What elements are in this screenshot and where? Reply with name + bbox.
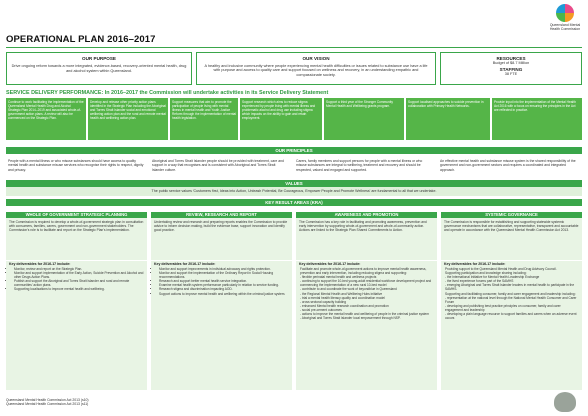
title-divider bbox=[6, 47, 582, 48]
list-item: - Aboriginal and Torres Strait Islander local empowerment through NSP. bbox=[300, 316, 401, 321]
list-item: - developing a plain language resource to support families and carers when an adverse event occurs bbox=[445, 312, 577, 321]
kra-column-title: SYSTEMIC GOVERNANCE bbox=[441, 212, 582, 218]
kra-column-awareness bbox=[296, 212, 437, 390]
service-delivery-heading: SERVICE DELIVERY PERFORMANCE: In 2016–2017 the Commission will undertake activities in its Service Delivery Statement bbox=[6, 90, 329, 96]
resources-heading: RESOURCES bbox=[496, 56, 526, 61]
deliverables-list bbox=[296, 267, 437, 320]
kra-bar: KEY RESULT AREAS (KRA) bbox=[6, 199, 582, 206]
list-item: • Research and support better mental health service integration. bbox=[159, 279, 289, 283]
queensland-crest-icon bbox=[554, 392, 576, 412]
deliverables-label: Key deliverables for 2016-17 include: bbox=[296, 260, 437, 267]
sdp-tile: Support research which aims to reduce stigma experienced by people living with mental illness and problematic alcohol and drug use including stigma which impacts on the ability to gain and retain employment. bbox=[240, 98, 322, 140]
list-item: • Monitor and support implementation of the Early Action, Suicide Prevention and Alcohol and other Drugs Action Plans. bbox=[14, 271, 144, 279]
list-item: - flexible perinatal mental health and wellness projects bbox=[300, 275, 377, 280]
kra-column-desc: The Commission is required to develop a whole-of-government strategic plan in consultation with consumers, families, carers, government and non-government stakeholders. The Commission's role is to facilitate and report on the Strategic Plan's implementation. bbox=[9, 220, 144, 233]
list-item: • Publish and support the Aboriginal and Torres Strait Islander and rural and remote communities' action plans. bbox=[14, 279, 144, 287]
sdp-tile: Provide input into the implementation of the Mental Health Act 2016 with a focus on ensuring the principles in the Act are reflected in practice. bbox=[492, 98, 582, 140]
list-item: - developing and publishing best practice principles on consumer, family and carer engagement and leadership bbox=[445, 303, 561, 312]
vision-box bbox=[196, 52, 436, 85]
kra-column-desc: The Commission has a key role in facilitating and promoting awareness, prevention and early intervention by supporting whole-of-government and whole-of-community action. Actions are linked to the Strategic Plan Shared Commitments to Action. bbox=[299, 220, 427, 233]
footnote: Queensland Mental Health Commission Act 2013 (s10) bbox=[6, 398, 89, 402]
resources-budget: Budget of $8.7 Million bbox=[492, 61, 530, 65]
deliverables-label: Key deliverables for 2016-17 include: bbox=[441, 260, 582, 267]
kra-column-title: WHOLE OF GOVERNMENT STRATEGIC PLANNING bbox=[6, 212, 147, 218]
list-item: - social pre-cement outcomes bbox=[300, 307, 342, 312]
list-item: Providing support to the Queensland Mental Health and Drug Advisory Council. bbox=[445, 267, 557, 271]
sdp-tile: Support measures that aim to promote the participation of people living with mental illness in mental health and Youth Justice Reform through the implementation of mental health legislation. bbox=[170, 98, 238, 140]
kra-column-title: AWARENESS AND PROMOTION bbox=[296, 212, 437, 218]
commission-logo-icon bbox=[548, 4, 582, 42]
list-item: • Examine mental health system performance particularly in relation to service funding. bbox=[159, 283, 289, 287]
deliverables-list bbox=[6, 267, 147, 292]
logo-text: Queensland Mental Health Commission bbox=[549, 23, 581, 31]
footnotes bbox=[6, 398, 89, 407]
deliverables-list bbox=[441, 267, 582, 320]
deliverables-label: Key deliverables for 2016-17 include: bbox=[151, 260, 292, 267]
list-item: - the International Initiative for Mental Health Leadership Exchange bbox=[445, 275, 540, 280]
list-item: • Monitor and support improvements in individual advocacy and rights protection. bbox=[159, 267, 289, 271]
list-item: - contribute to and coordinate the work of beyondblue in Queensland bbox=[300, 287, 397, 292]
sdp-tile: Support localised approaches to suicide prevention in collaboration with Primary Health Networks. bbox=[406, 98, 490, 140]
principle-item: An effective mental health and substance misuse system is the shared responsibility of the government and non-government sectors and requires a coordinated and integrated approach. bbox=[440, 159, 576, 172]
deliverables-label: Key deliverables for 2016-17 include: bbox=[6, 260, 147, 267]
list-item: - emerging Aboriginal and Torres Strait Islander leaders in mental health to participate in the SAMHS. bbox=[445, 283, 575, 292]
purpose-heading: OUR PURPOSE bbox=[82, 56, 116, 61]
kra-column-desc: The Commission is responsible for establishing and supporting statewide systemic governance mechanisms that are collaborative, representative, transparent and accountable and operate in accordance with the Queensland Mental Health Commission Act 2013. bbox=[444, 220, 579, 233]
list-item: • Monitor, review and report on the Strategic Plan. bbox=[14, 267, 144, 271]
principles-bar: OUR PRINCIPLES bbox=[6, 147, 582, 154]
list-item: • Support actions to improve mental health and wellbeing within the criminal justice system. bbox=[159, 292, 289, 296]
list-item: • Research stigma and discrimination impacting AOD. bbox=[159, 287, 289, 291]
list-item: Facilitate and promote whole-of-government actions to improve mental health awareness, prevention and early intervention, including reducing stigma and supporting: bbox=[300, 267, 427, 276]
list-item: - cross sectoral capacity building bbox=[300, 299, 347, 304]
footnote: Queensland Mental Health Commission Act 2013 (s11) bbox=[6, 402, 89, 407]
list-item: - enhanced Mental health research coordination and promotion bbox=[300, 303, 389, 308]
kra-column-desc: Undertaking review and research and preparing reports enables the Commission to provide advice to inform decision making, build the evidence base, support innovation and identify good practice. bbox=[154, 220, 288, 233]
sdp-tile: Continue to work facilitating the implementation of the Queensland Mental Health Drug and Alcohol Strategic Plan 2014–2019 and associated whole-of-government action plans. A review will also be commenced on the Strategic Plan. bbox=[6, 98, 86, 140]
values-text: The public service values 'Customers first, Ideas into Action, Unleash Potential, Be Courageous, Empower People and Promote Wellness' are fundamental to all that we undertake. bbox=[6, 187, 582, 196]
logo-mark bbox=[556, 4, 574, 22]
kra-column-systemic-governance bbox=[441, 212, 582, 390]
list-item: - the lived experience forums part of the SAMHS bbox=[445, 279, 514, 284]
list-item: - trial a mental health literacy quality and coordination model bbox=[300, 295, 385, 300]
staffing-heading: STAFFING bbox=[499, 67, 523, 72]
list-item: Supporting and facilitating consumer, family and carer engagement and leadership including: bbox=[445, 291, 576, 296]
kra-column-title: REVIEW, RESEARCH AND REPORT bbox=[151, 212, 292, 218]
vision-text: A healthy and inclusive community where people experiencing mental health difficulties or issues related to substance use have a life with purpose and access to quality care and support focused on wellness and recovery, in an understanding empathic and compassionate society. bbox=[204, 64, 428, 77]
purpose-box bbox=[6, 52, 192, 85]
principle-item: People with a mental illness or who misuse substances should have access to quality mental health and substance misuse services who recognise their rights to respect, dignity and privacy. bbox=[8, 159, 144, 172]
page-title: OPERATIONAL PLAN 2016–2017 bbox=[6, 34, 156, 45]
values-bar: VALUES bbox=[6, 180, 582, 187]
principle-item: Carers, family members and support persons for people with a mental illness or who misuse substances are integral to wellbeing, treatment and recovery and should be respected, valued and engaged and supported. bbox=[296, 159, 423, 172]
kra-column-strategic-planning bbox=[6, 212, 147, 390]
purpose-text: Drive ongoing reform towards a more integrated, evidence-based, recovery-oriented mental health, drug and alcohol system within Queensland. bbox=[11, 64, 187, 73]
list-item: - representation at the national level through the National Mental Health Consumer and Carer Forum bbox=[445, 295, 577, 304]
list-item: • Monitor and support the implementation of the Ordinary Report in Social Housing recommendations. bbox=[159, 271, 289, 279]
vision-heading: OUR VISION bbox=[302, 56, 330, 61]
kra-column-review-research bbox=[151, 212, 292, 390]
list-item: • Supporting localisations to improve mental health and wellbeing. bbox=[14, 287, 144, 291]
sdp-tile: Support a third year of the Stronger Community Mental Health and Wellbeing grants program. bbox=[324, 98, 404, 140]
list-item: - actions to improve the mental health and wellbeing of people in the criminal justice system bbox=[300, 312, 429, 317]
list-item: - the Regional Mental Health and Wellbeing Hubs initiative bbox=[300, 291, 383, 296]
principle-item: Aboriginal and Torres Strait Islander people should be provided with treatment, care and support in a way that recognises and is consistent with Aboriginal and Torres Strait Islander culture. bbox=[152, 159, 284, 172]
resources-box bbox=[440, 52, 582, 85]
list-item: Supporting participation and knowledge sharing including: bbox=[445, 271, 527, 276]
sdp-tile: Develop and release other priority action plans identified in the Strategic Plan including the Aboriginal and Torres Strait Islander social and emotional wellbeing action plan and the rural and remote mental health and wellbeing action plan. bbox=[88, 98, 168, 140]
deliverables-list bbox=[151, 267, 292, 296]
staffing-value: 38 FTE bbox=[504, 72, 518, 76]
list-item: - continuing to support the 10-bed young-adult residential workforce development project and commencing the implementation of a new rural 10-bed model bbox=[300, 279, 432, 288]
